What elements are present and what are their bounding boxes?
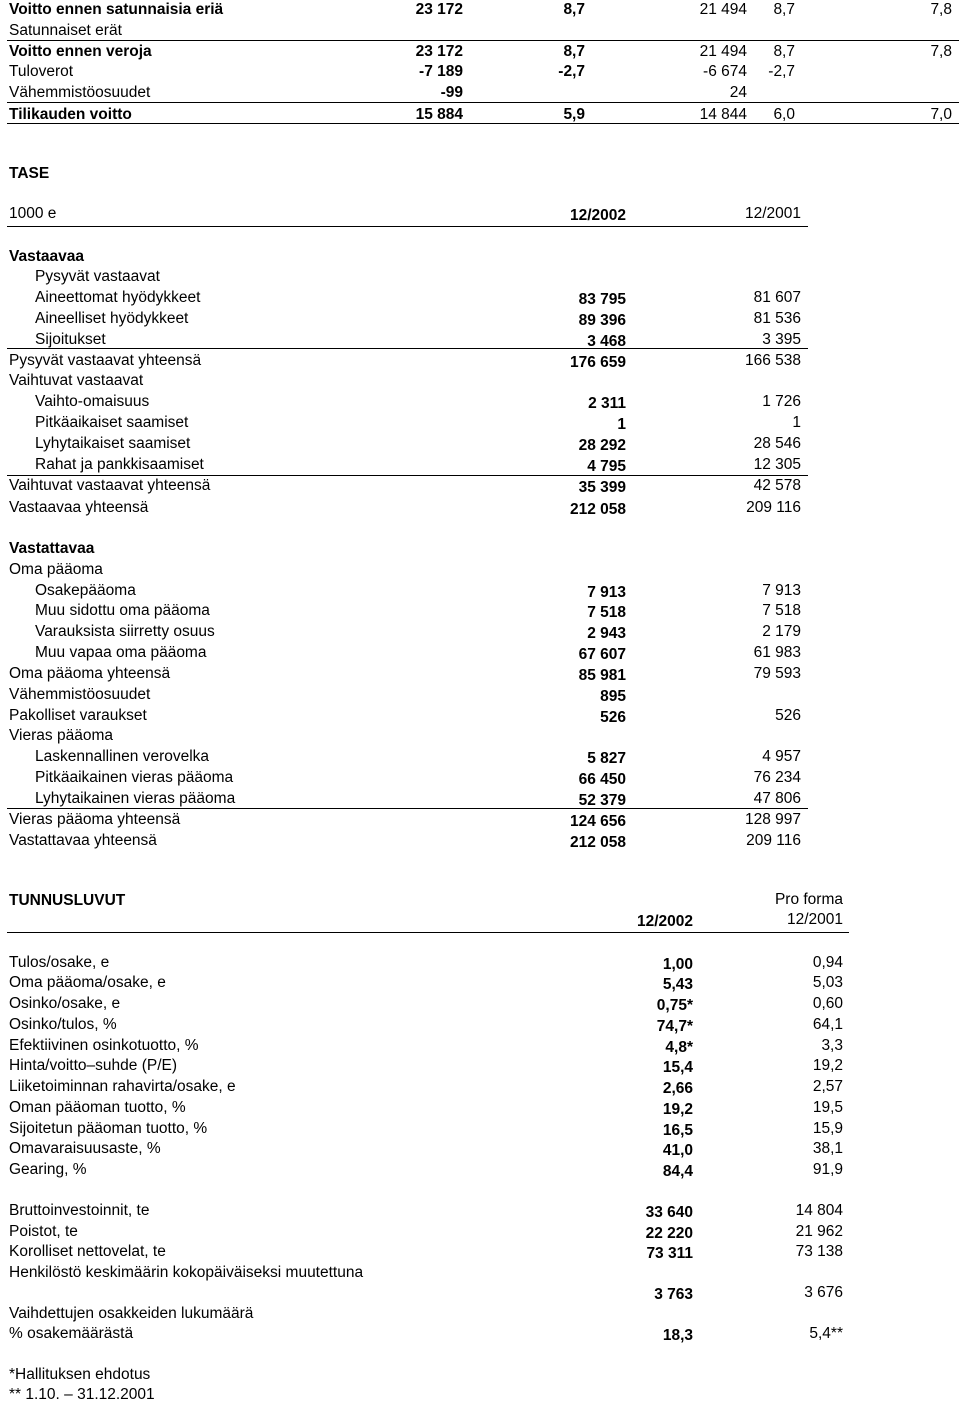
income-row-value: 7,8 [930, 43, 952, 60]
key-figure-label: Oma pääoma/osake, e [9, 974, 166, 991]
key-figure-current: 0,75* [656, 997, 693, 1014]
income-row-label: Tilikauden voitto [9, 106, 132, 123]
income-row-value: 24 [729, 84, 747, 101]
tase-row-prev: 42 578 [753, 477, 801, 494]
key-figure-current: 4,8* [665, 1039, 693, 1056]
key-figure-prev: 19,2 [812, 1057, 843, 1074]
tase-unit-label: 1000 e [9, 205, 57, 222]
tase-row-current: 526 [600, 709, 626, 726]
key-figure-label: Efektiivinen osinkotuotto, % [9, 1037, 199, 1054]
tase-row-label: Aineelliset hyödykkeet [35, 310, 189, 327]
key-figure-current: 33 640 [645, 1204, 693, 1221]
tase-row-current: 28 292 [578, 437, 626, 454]
key-figure-prev: 19,5 [812, 1099, 843, 1116]
tase-row-label: Vastattavaa [9, 540, 95, 557]
tase-row-prev: 526 [775, 707, 801, 724]
tase-row-label: Vastattavaa yhteensä [9, 832, 157, 849]
tase-row-label: Laskennallinen verovelka [35, 748, 210, 765]
income-row-value: 8,7 [773, 43, 795, 60]
key-figure-current: 74,7* [656, 1018, 693, 1035]
tase-row-prev: 76 234 [753, 769, 801, 786]
tase-col-current-header: 12/2002 [569, 207, 626, 224]
tase-row-label: Vaihto-omaisuus [35, 393, 150, 410]
tase-row-label: Aineettomat hyödykkeet [35, 289, 201, 306]
tase-row-prev: 1 726 [762, 393, 801, 410]
key-figure-label: Tulos/osake, e [9, 954, 110, 971]
income-row-value: 8,7 [563, 43, 585, 60]
income-row-value: -2,7 [768, 63, 795, 80]
tase-row-current: 4 795 [587, 458, 626, 475]
tase-row-current: 66 450 [578, 771, 626, 788]
tunnusluvut-col-prev-top: Pro forma [774, 891, 843, 908]
tase-row-label: Vaihtuvat vastaavat yhteensä [9, 477, 211, 494]
tase-header-rule [7, 226, 808, 227]
key-figure-current: 22 220 [645, 1225, 693, 1242]
income-row-value: 7,0 [930, 106, 952, 123]
key-figure-label: Oman pääoman tuotto, % [9, 1099, 186, 1116]
key-figure-label: Osinko/osake, e [9, 995, 121, 1012]
tase-col-prev-header: 12/2001 [744, 205, 801, 222]
key-figure-current: 73 311 [646, 1245, 693, 1262]
tase-row-label: Muu sidottu oma pääoma [35, 602, 210, 619]
key-figure-current: 84,4 [662, 1163, 693, 1180]
key-figure-label: Bruttoinvestoinnit, te [9, 1202, 150, 1219]
key-figure-label: Korolliset nettovelat, te [9, 1243, 166, 1260]
income-row-label: Voitto ennen satunnaisia eriä [9, 1, 224, 18]
tase-row-current: 7 518 [587, 604, 626, 621]
key-figure-prev: 2,57 [812, 1078, 843, 1095]
tase-row-label: Vieras pääoma [9, 727, 113, 744]
key-figure-label: Osinko/tulos, % [9, 1016, 117, 1033]
tase-row-prev: 7 913 [762, 582, 801, 599]
income-row-value: 8,7 [773, 1, 795, 18]
key-figure-label: Sijoitetun pääoman tuotto, % [9, 1120, 208, 1137]
tase-row-current: 2 943 [587, 625, 626, 642]
income-row-value: -99 [440, 84, 463, 101]
key-figure-label: Poistot, te [9, 1223, 78, 1240]
key-figure-prev: 64,1 [812, 1016, 843, 1033]
tase-row-label: Pakolliset varaukset [9, 707, 147, 724]
tase-row-prev: 79 593 [753, 665, 801, 682]
tase-row-label: Rahat ja pankkisaamiset [35, 456, 204, 473]
income-row-value: 23 172 [415, 1, 463, 18]
tase-row-prev: 4 957 [762, 748, 801, 765]
tase-title: TASE [9, 165, 50, 182]
tunnusluvut-title: TUNNUSLUVUT [9, 892, 126, 909]
tase-row-current: 83 795 [578, 291, 626, 308]
henkilosto-label: Henkilöstö keskimäärin kokopäiväiseksi muutettuna [9, 1264, 364, 1281]
tunnusluvut-header-rule [7, 932, 849, 933]
tase-rule [7, 808, 808, 809]
key-figure-prev: 5,03 [812, 974, 843, 991]
tase-row-label: Pysyvät vastaavat yhteensä [9, 352, 202, 369]
income-row-label: Satunnaiset erät [9, 22, 122, 39]
income-rule [7, 40, 959, 41]
tase-row-prev: 2 179 [762, 623, 801, 640]
osakkeet-label: Vaihdettujen osakkeiden lukumäärä [9, 1305, 254, 1322]
footnote-1: *Hallituksen ehdotus [9, 1366, 151, 1383]
tase-row-current: 2 311 [588, 395, 626, 412]
tase-row-label: Vastaavaa [9, 248, 84, 265]
henkilosto-prev: 3 676 [804, 1284, 843, 1301]
tase-row-prev: 12 305 [753, 456, 801, 473]
tase-row-prev: 3 395 [762, 331, 801, 348]
tase-row-label: Lyhytaikaiset saamiset [35, 435, 191, 452]
key-figure-prev: 0,94 [812, 954, 843, 971]
income-row-value: 14 844 [699, 106, 747, 123]
tase-row-current: 176 659 [569, 354, 626, 371]
tase-row-label: Pitkäaikainen vieras pääoma [35, 769, 234, 786]
key-figure-label: Liiketoiminnan rahavirta/osake, e [9, 1078, 236, 1095]
key-figure-label: Hinta/voitto–suhde (P/E) [9, 1057, 178, 1074]
key-figure-current: 41,0 [662, 1142, 693, 1159]
income-rule [7, 102, 959, 103]
tase-row-current: 212 058 [569, 501, 626, 518]
tase-row-label: Oma pääoma yhteensä [9, 665, 171, 682]
key-figure-prev: 0,60 [812, 995, 843, 1012]
tase-row-prev: 81 536 [753, 310, 801, 327]
income-row-value: -7 189 [419, 63, 463, 80]
key-figure-prev: 38,1 [812, 1140, 843, 1157]
osakemaara-prev: 5,4** [809, 1325, 843, 1342]
tase-row-label: Vaihtuvat vastaavat [9, 372, 144, 389]
tase-row-prev: 166 538 [744, 352, 801, 369]
henkilosto-current: 3 763 [654, 1286, 693, 1303]
osakemaara-current: 18,3 [662, 1327, 693, 1344]
key-figure-label: Omavaraisuusaste, % [9, 1140, 161, 1157]
tase-row-label: Pitkäaikaiset saamiset [35, 414, 189, 431]
tase-row-label: Sijoitukset [35, 331, 106, 348]
tunnusluvut-col-prev-header: 12/2001 [786, 911, 843, 928]
income-row-value: 8,7 [563, 1, 585, 18]
key-figure-prev: 3,3 [821, 1037, 843, 1054]
tase-row-current: 5 827 [587, 750, 626, 767]
tase-row-prev: 81 607 [753, 289, 801, 306]
key-figure-current: 16,5 [662, 1122, 693, 1139]
income-row-value: 21 494 [699, 1, 747, 18]
income-rule [7, 123, 959, 124]
tase-row-label: Vieras pääoma yhteensä [9, 811, 181, 828]
key-figure-prev: 14 804 [795, 1202, 843, 1219]
tase-row-label: Varauksista siirretty osuus [35, 623, 215, 640]
income-row-value: 21 494 [699, 43, 747, 60]
income-row-value: 6,0 [773, 106, 795, 123]
tase-row-label: Oma pääoma [9, 561, 103, 578]
income-row-label: Tuloverot [9, 63, 74, 80]
tase-rule [7, 348, 808, 349]
tase-row-current: 1 [617, 416, 626, 433]
income-row-label: Voitto ennen veroja [9, 43, 152, 60]
key-figure-current: 2,66 [662, 1080, 693, 1097]
income-row-value: 15 884 [415, 106, 463, 123]
key-figure-prev: 15,9 [812, 1120, 843, 1137]
tase-row-label: Lyhytaikainen vieras pääoma [35, 790, 236, 807]
key-figure-label: Gearing, % [9, 1161, 87, 1178]
tase-row-label: Pysyvät vastaavat [35, 268, 160, 285]
tase-row-prev: 7 518 [762, 602, 801, 619]
key-figure-prev: 73 138 [795, 1243, 843, 1260]
tase-row-label: Vähemmistöosuudet [9, 686, 151, 703]
tase-row-prev: 28 546 [753, 435, 801, 452]
income-row-label: Vähemmistöosuudet [9, 84, 151, 101]
key-figure-current: 1,00 [662, 956, 693, 973]
key-figure-current: 5,43 [662, 976, 693, 993]
income-row-value: 5,9 [563, 106, 585, 123]
tase-row-current: 3 468 [587, 333, 626, 350]
osakemaara-label: % osakemäärästä [9, 1325, 134, 1342]
tase-row-current: 67 607 [578, 646, 626, 663]
footnote-2: ** 1.10. – 31.12.2001 [9, 1386, 155, 1403]
income-row-value: -6 674 [703, 63, 747, 80]
tase-row-prev: 47 806 [753, 790, 801, 807]
key-figure-current: 19,2 [662, 1101, 693, 1118]
income-row-value: 23 172 [415, 43, 463, 60]
tase-row-current: 35 399 [578, 479, 626, 496]
income-row-value: 7,8 [930, 1, 952, 18]
tase-row-prev: 61 983 [753, 644, 801, 661]
key-figure-prev: 91,9 [812, 1161, 843, 1178]
tase-row-label: Vastaavaa yhteensä [9, 499, 149, 516]
key-figure-current: 15,4 [662, 1059, 693, 1076]
tase-row-prev: 128 997 [744, 811, 801, 828]
tase-row-current: 124 656 [569, 813, 626, 830]
key-figure-prev: 21 962 [795, 1223, 843, 1240]
tase-row-current: 212 058 [569, 834, 626, 851]
tase-row-prev: 1 [792, 414, 801, 431]
tase-row-current: 52 379 [578, 792, 626, 809]
tase-row-current: 895 [600, 688, 626, 705]
tase-row-current: 7 913 [587, 584, 626, 601]
tase-row-label: Muu vapaa oma pääoma [35, 644, 207, 661]
income-row-value: -2,7 [558, 63, 585, 80]
tase-row-prev: 209 116 [746, 499, 801, 516]
tase-row-label: Osakepääoma [35, 582, 136, 599]
tunnusluvut-col-current-header: 12/2002 [636, 913, 693, 930]
tase-row-prev: 209 116 [746, 832, 801, 849]
tase-row-current: 89 396 [578, 312, 626, 329]
tase-row-current: 85 981 [578, 667, 626, 684]
